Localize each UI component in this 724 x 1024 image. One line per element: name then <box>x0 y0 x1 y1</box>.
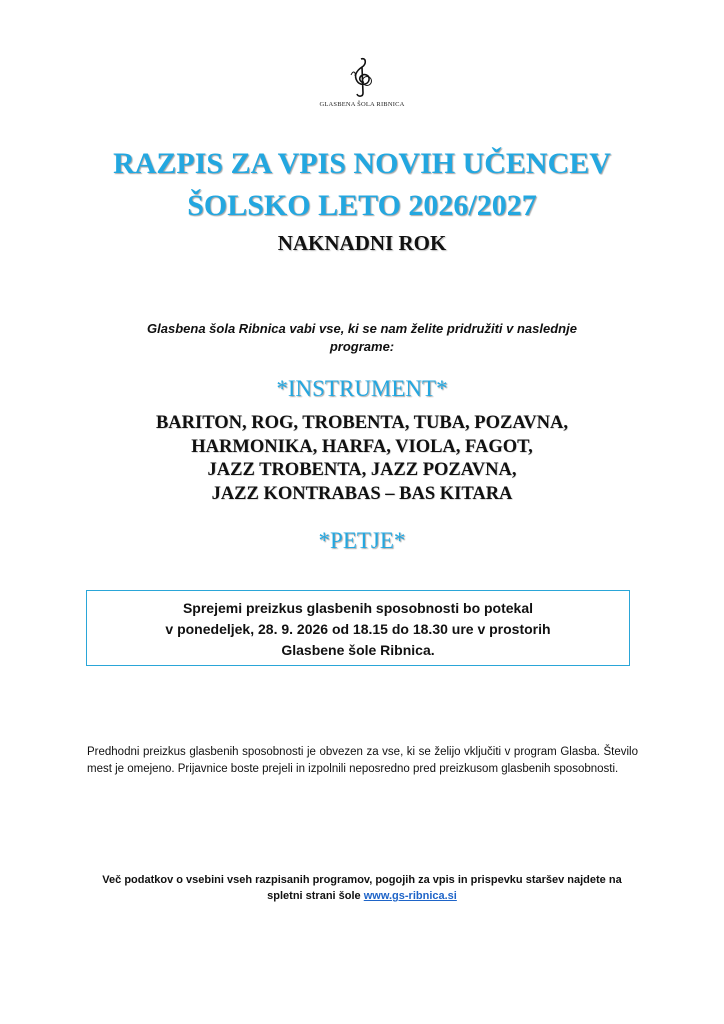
notice-paragraph <box>87 744 638 778</box>
footer-info <box>80 872 644 904</box>
instrument-heading: *INSTRUMENT* <box>276 376 448 401</box>
notice-text: Glasba. Število mest je omejeno. Prijavnice boste prejeli in izpolnili neposredno pred preizkusom <box>87 746 638 775</box>
main-title: RAZPIS ZA VPIS NOVIH UČENCEV <box>113 147 611 180</box>
notice-text: Predhodni preizkus glasbenih sposobnosti je obvezen za vse, ki se želijo vključiti v program <box>87 746 557 758</box>
deadline-subtitle: NAKNADNI ROK <box>277 231 447 255</box>
intro-line: programe: <box>329 339 395 354</box>
logo-text: GLASBENA ŠOLA RIBNICA <box>319 101 405 108</box>
instrument-line: JAZZ TROBENTA, JAZZ POZAVNA, <box>207 460 517 480</box>
footer-prefix: spletni strani šole <box>267 890 361 902</box>
instrument-line: BARITON, ROG, TROBENTA, TUBA, POZAVNA, <box>155 413 569 433</box>
instrument-line: HARMONIKA, HARFA, VIOLA, FAGOT, <box>191 436 533 457</box>
intro-line: Glasbena šola Ribnica vabi vse, ki se nam želite pridružiti v naslednje <box>147 321 577 336</box>
treble-clef-logo-icon <box>345 55 379 99</box>
exam-line: Sprejemi preizkus glasbenih sposobnosti bo potekal <box>182 600 534 616</box>
exam-line: Glasbene šole Ribnica. <box>281 642 435 658</box>
instrument-list <box>0 412 724 506</box>
school-year-title: ŠOLSKO LETO 2026/2027 <box>187 189 537 222</box>
footer-line-2 <box>80 888 644 904</box>
website-link[interactable]: www.gs-ribnica.si <box>363 890 457 902</box>
intro-text <box>100 320 624 356</box>
footer-line: Več podatkov o vsebini vseh razpisanih programov, pogojih za vpis in prispevku staršev najdete na <box>102 874 622 886</box>
notice-text: glasbenih sposobnosti. <box>501 763 619 775</box>
singing-heading: *PETJE* <box>318 528 406 553</box>
exam-info-box <box>86 590 630 666</box>
instrument-line: JAZZ KONTRABAS – BAS KITARA <box>211 483 513 504</box>
school-logo <box>0 55 724 108</box>
exam-line: v ponedeljek, 28. 9. 2026 od 18.15 do 18.30 ure v prostorih <box>165 621 551 637</box>
